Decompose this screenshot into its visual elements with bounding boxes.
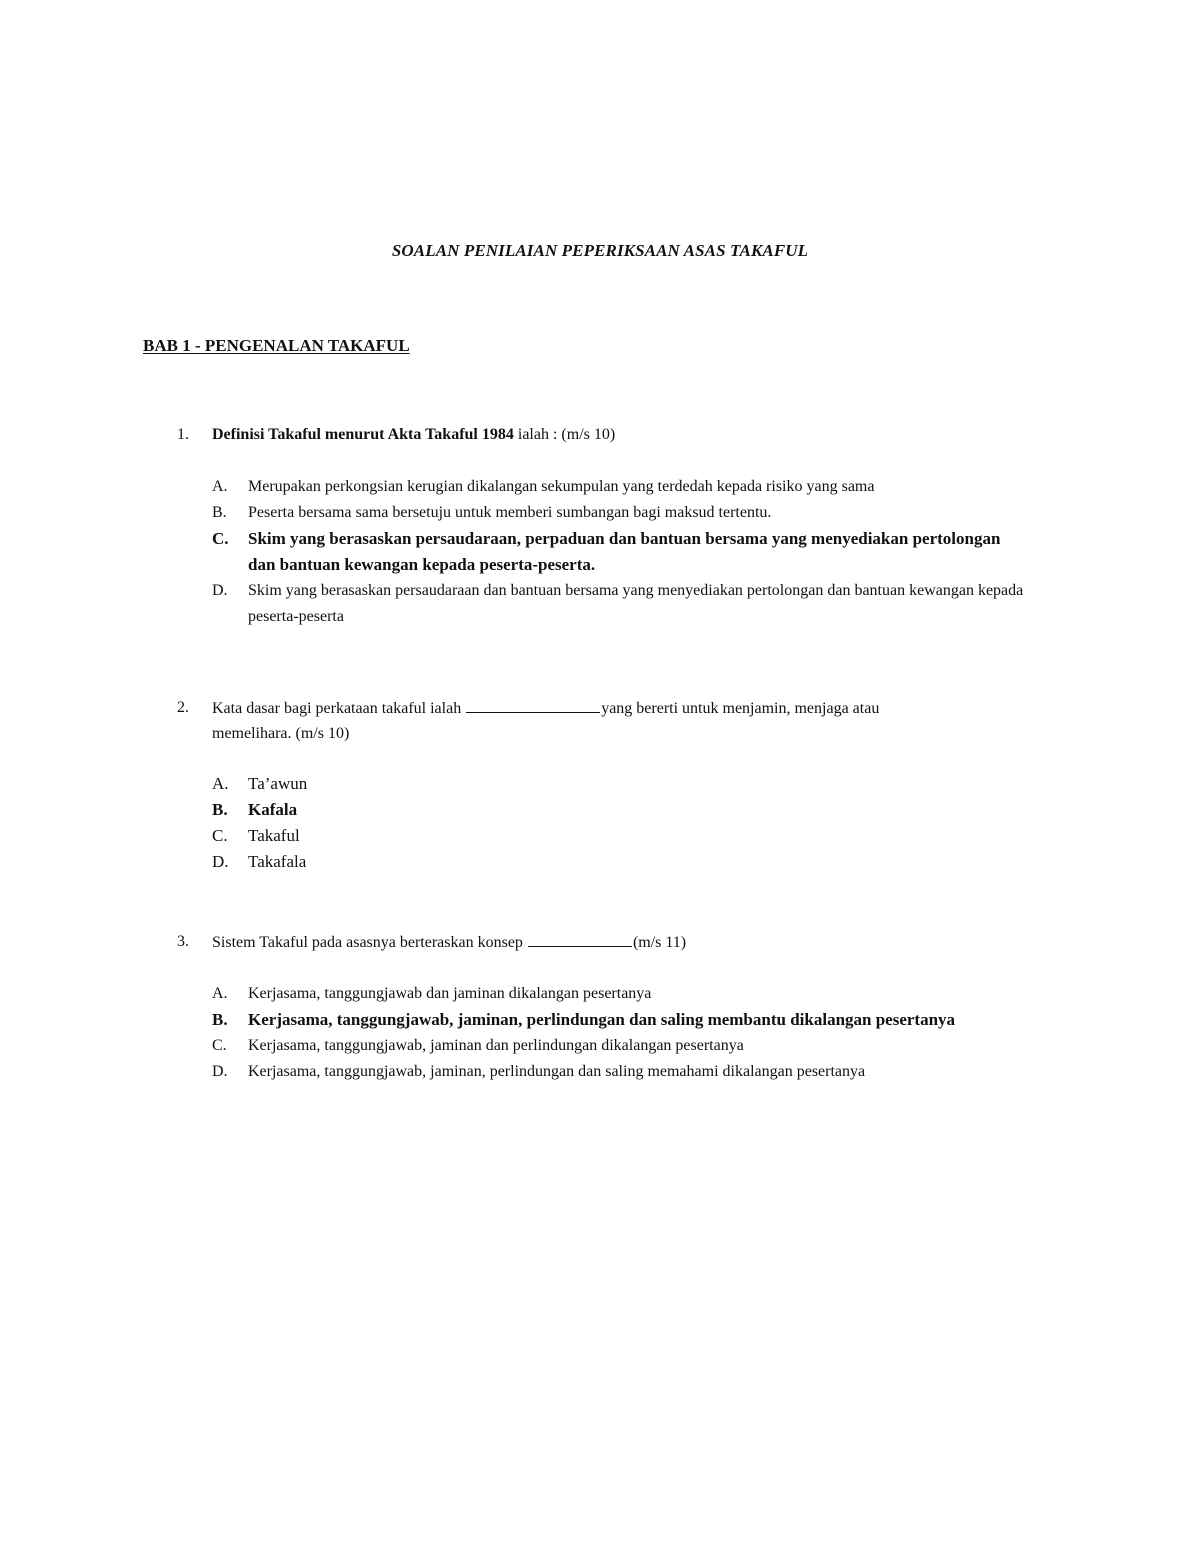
option-text: Takaful [248, 826, 300, 845]
option-b-correct [177, 797, 1057, 823]
option-c-correct [177, 526, 1057, 578]
question-text [212, 929, 686, 956]
question-stem [177, 422, 1057, 448]
question-3 [177, 929, 1057, 1085]
question-2 [177, 695, 1057, 875]
option-a [177, 771, 1057, 797]
question-text-after-blank: (m/s 11) [632, 934, 687, 951]
option-letter: D. [212, 852, 229, 871]
option-letter: D. [212, 1063, 228, 1080]
question-stem [177, 695, 1057, 721]
option-b [177, 500, 1057, 526]
answer-blank [528, 929, 632, 947]
option-letter: C. [212, 826, 228, 845]
question-number: 2. [177, 699, 189, 716]
document-title: SOALAN PENILAIAN PEPERIKSAAN ASAS TAKAFUL [391, 241, 809, 260]
question-text [212, 695, 879, 722]
option-text: Kerjasama, tanggungjawab dan jaminan dikalangan pesertanya [248, 985, 652, 1002]
option-text: Merupakan perkongsian kerugian dikalangan sekumpulan yang terdedah kepada risiko yang sama [248, 478, 875, 495]
question-text [212, 422, 615, 448]
option-text: Kerjasama, tanggungjawab, jaminan, perlindungan dan saling membantu dikalangan pesertanya [248, 1010, 956, 1029]
option-text: Peserta bersama sama bersetuju untuk memberi sumbangan bagi maksud tertentu. [248, 504, 772, 521]
question-1 [177, 422, 1057, 630]
option-letter: C. [212, 1037, 227, 1054]
question-text-bold: Definisi Takaful menurut Akta Takaful 1984 [212, 426, 514, 443]
question-number: 1. [177, 426, 189, 443]
chapter-heading: BAB 1 - PENGENALAN TAKAFUL [143, 336, 410, 355]
option-a [177, 474, 1057, 500]
option-c [177, 1033, 1057, 1059]
option-text: Takafala [248, 852, 307, 871]
option-d [177, 578, 1057, 630]
question-text-after-blank: yang bererti untuk menjamin, menjaga atau [601, 700, 880, 717]
option-letter: B. [212, 504, 227, 521]
question-stem-continued [177, 721, 1057, 747]
question-stem [177, 929, 1057, 955]
option-text: Kerjasama, tanggungjawab, jaminan dan perlindungan dikalangan pesertanya [248, 1037, 744, 1054]
option-letter: C. [212, 529, 229, 548]
question-text-line-2: memelihara. (m/s 10) [212, 725, 350, 742]
option-text: Kafala [248, 800, 298, 819]
option-letter: D. [212, 582, 228, 599]
option-a [177, 981, 1057, 1007]
option-d [177, 1059, 1057, 1085]
option-letter: A. [212, 985, 228, 1002]
option-d [177, 849, 1057, 875]
question-number: 3. [177, 933, 189, 950]
answer-blank [466, 695, 600, 713]
option-text: Kerjasama, tanggungjawab, jaminan, perlindungan dan saling memahami dikalangan pesertanya [248, 1063, 866, 1080]
question-text-before-blank: Kata dasar bagi perkataan takaful ialah [212, 700, 462, 717]
option-text: Skim yang berasaskan persaudaraan dan bantuan bersama yang menyediakan pertolongan dan bantuan kewangan kepada peserta-peserta [248, 582, 1024, 625]
option-letter: B. [212, 1010, 228, 1029]
option-text: Ta’awun [248, 774, 308, 793]
option-text: Skim yang berasaskan persaudaraan, perpaduan dan bantuan bersama yang menyediakan pertolongan dan bantuan kewangan kepada peserta-peserta. [248, 529, 1001, 574]
question-text-before-blank: Sistem Takaful pada asasnya berteraskan konsep [212, 934, 523, 951]
option-letter: A. [212, 774, 229, 793]
question-text-rest: ialah : (m/s 10) [513, 426, 616, 443]
option-letter: A. [212, 478, 228, 495]
option-c [177, 823, 1057, 849]
option-b-correct [177, 1007, 1057, 1033]
option-letter: B. [212, 800, 228, 819]
